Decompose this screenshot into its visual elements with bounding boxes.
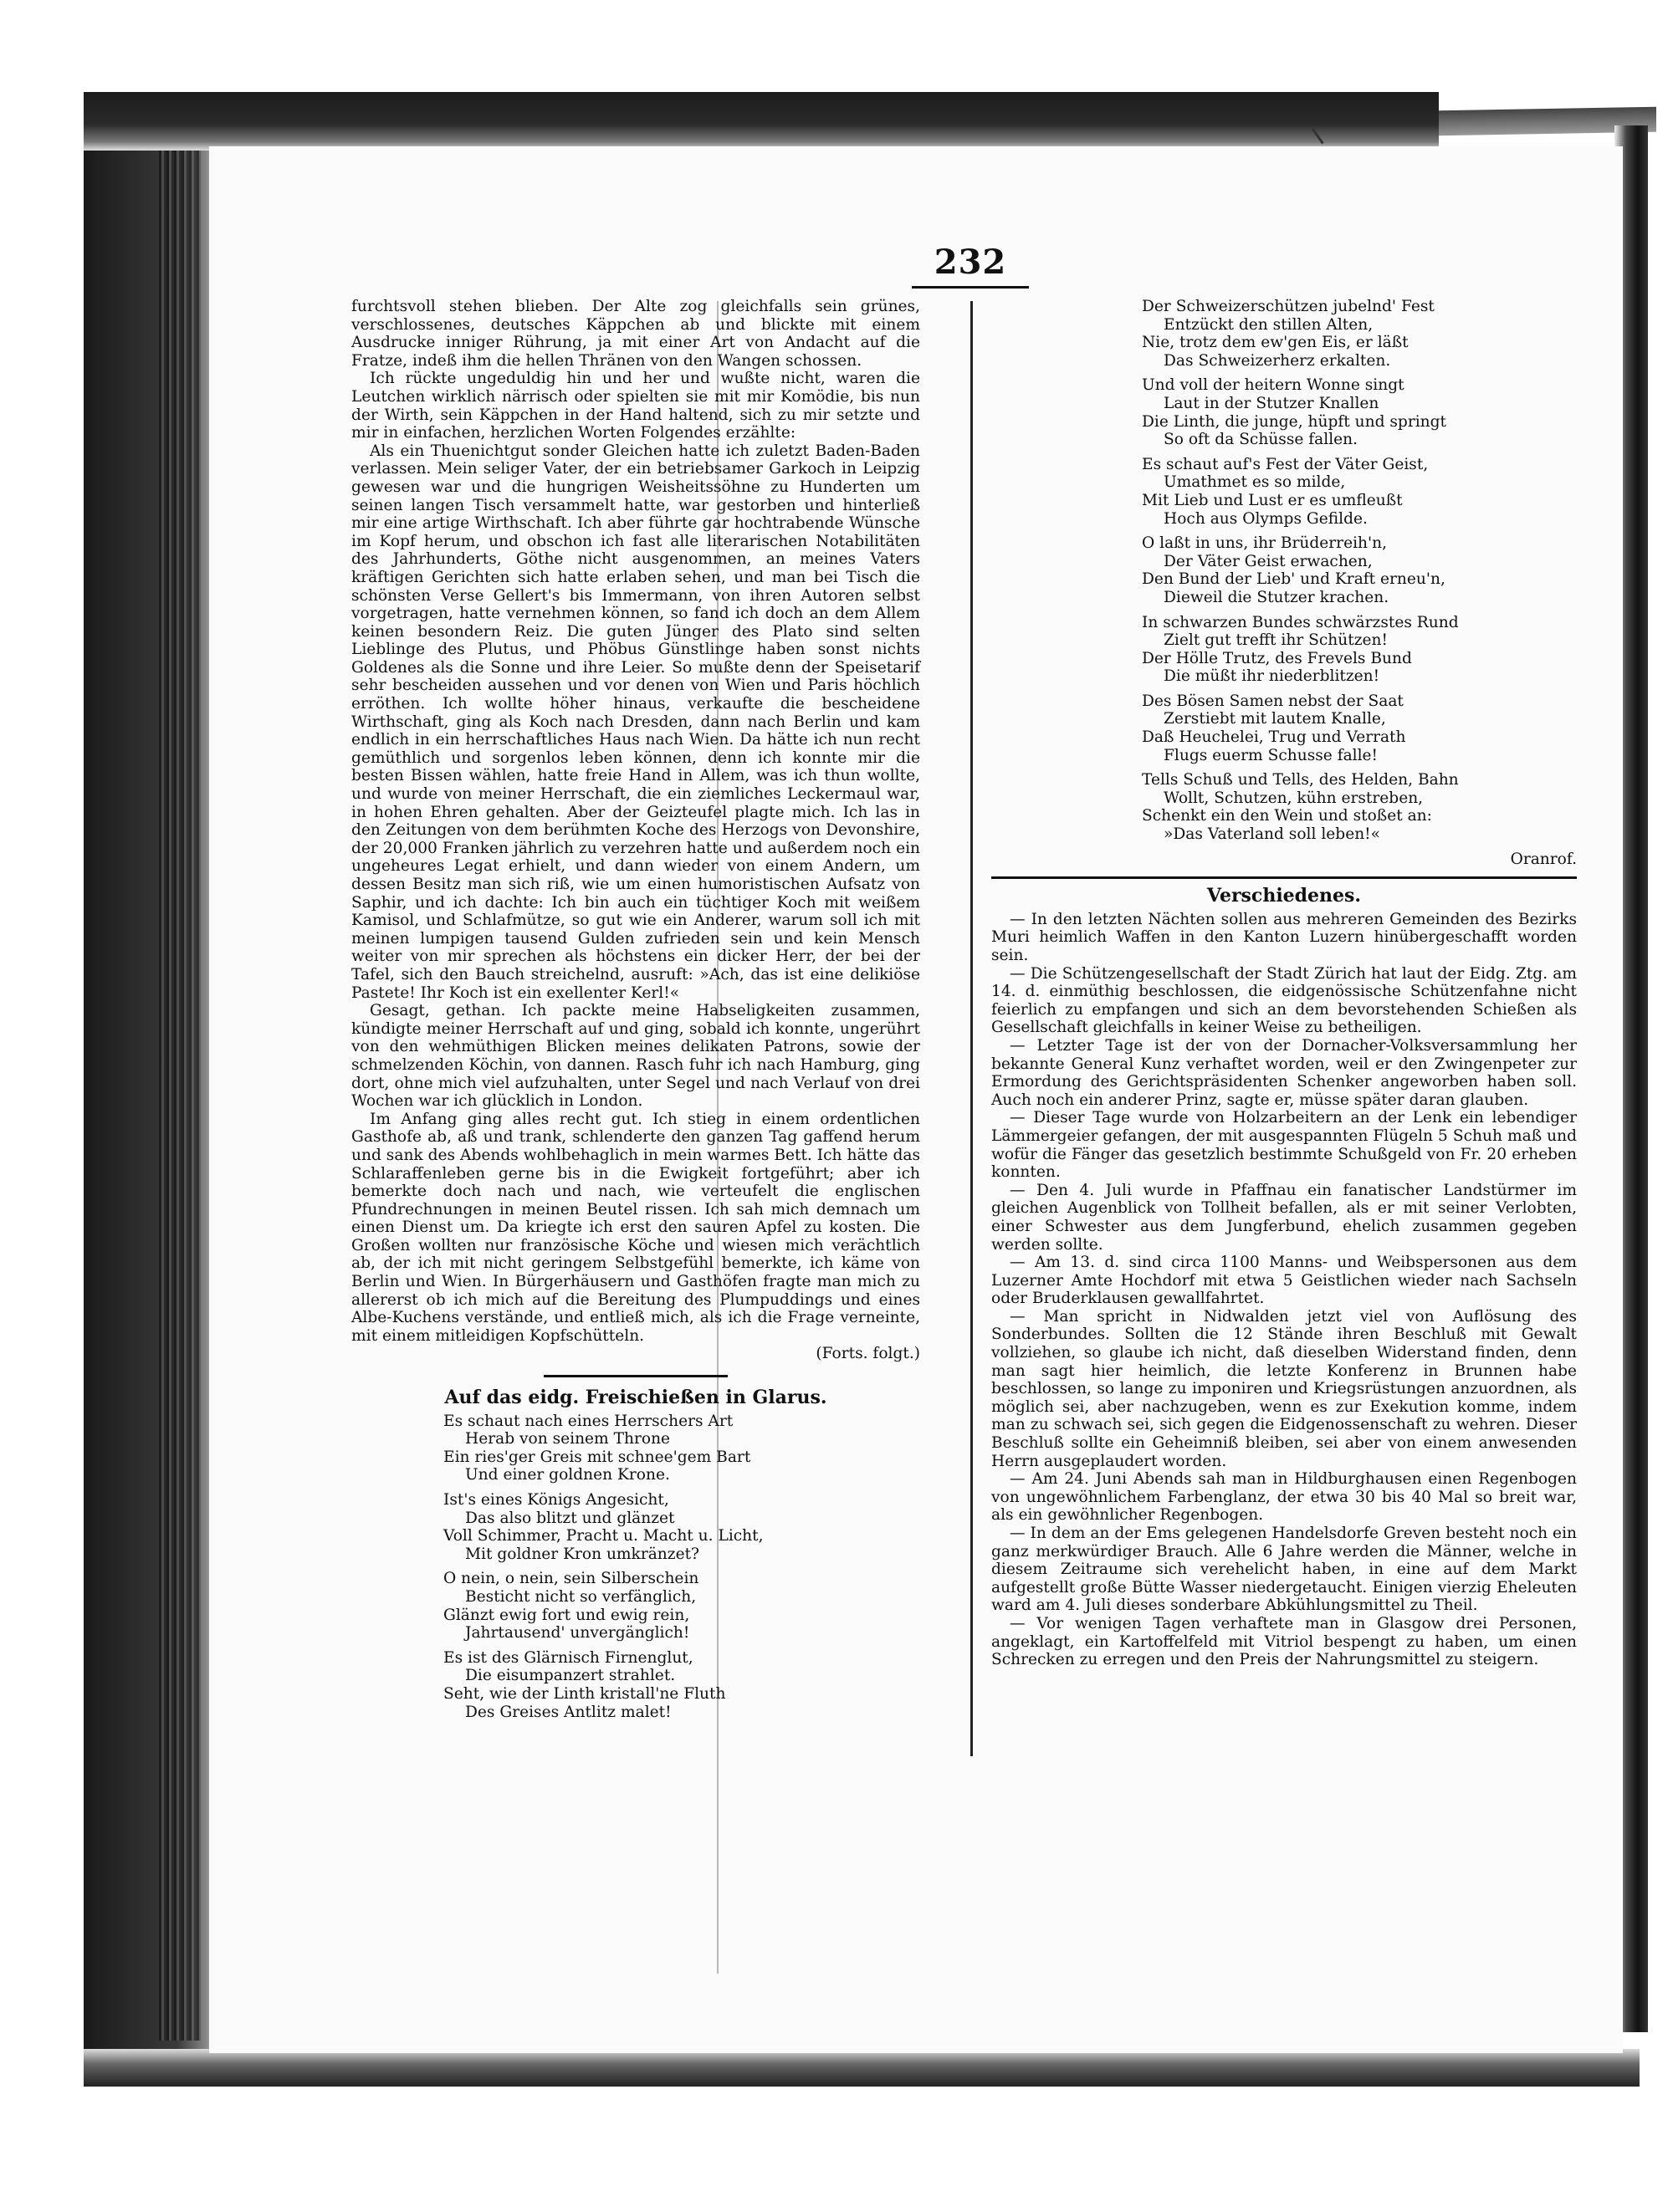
left-column <box>351 298 920 1728</box>
poem-stanza <box>443 1649 920 1721</box>
poem-line: Seht, wie der Linth kristall'ne Fluth <box>443 1684 726 1703</box>
continuation-note: (Forts. folgt.) <box>816 1345 920 1363</box>
poem-line: Jahrtausend' unvergänglich! <box>465 1624 690 1642</box>
poem-line: Den Bund der Lieb' und Kraft erneu'n, <box>1142 570 1445 589</box>
poem-line: O laßt in uns, ihr Brüderreih'n, <box>1142 534 1387 553</box>
poem-line: O nein, o nein, sein Silberschein <box>443 1570 699 1588</box>
page-number: 232 <box>934 243 1007 282</box>
poem-line: Ein ries'ger Greis mit schnee'gem Bart <box>443 1448 751 1466</box>
news-item: — Den 4. Juli wurde in Pfaffnau ein fanatischer Landstürmer im gleichen Augenblick von Tollheit befallen, als er mit seiner Verlobten, einer Schwester aus dem Jungferbund, ehelich zusammen gegeben werden sollte. <box>991 1181 1577 1254</box>
news-item: — Am 13. d. sind circa 1100 Manns- und Weibspersonen aus dem Luzerner Amte Hochdorf mit etwa 5 Geistlichen wieder nach Sachseln oder Bruderklausen gewallfahrtet. <box>991 1254 1577 1308</box>
poem-stanza <box>1142 298 1577 370</box>
poem-stanza <box>443 1570 920 1642</box>
section-rule <box>544 1375 728 1377</box>
column-divider <box>970 301 973 1756</box>
poem-line: Mit Lieb und Lust er es umfleußt <box>1142 491 1403 509</box>
poem-stanza <box>1142 534 1577 606</box>
story-paragraph: Im Anfang ging alles recht gut. Ich stieg in einem ordentlichen Gasthofe ab, aß und trank, schlenderte den ganzen Tag gaffend herum und sank des Abends wohlbehaglich in mein warmes Bett. Ich hätte das Schlaraffenleben gerne bis in die Ewigkeit fortgeführt; aber ich bemerkte doch nach und nach, wie verteufelt die englischen Pfundrechnungen in meinen Beutel rissen. Ich sah mich demnach um einen Dienst um. Da kriegte ich erst den sauren Apfel zu kosten. Die Großen wollten nur französische Köche und wiesen mich verächtlich ab, der ich mit nicht geringem Selbstgefühl bemerkte, ich käme von Berlin und Wien. In Bürgerhäusern und Gasthöfen fragte man mich zu allererst ob ich mich auf die Bereitung des Plumpuddings und eines Albe-Kuchens verstände, und entließ mich, als ich die Frage verneinte, mit einem mitleidigen Kopfschütteln. <box>351 1110 920 1345</box>
news-item: — Die Schützengesellschaft der Stadt Zürich hat laut der Eidg. Ztg. am 14. d. einmüthig beschlossen, die eidgenössische Schützenfahne nicht feierlich zu empfangen und sich an dem bevorstehenden Schießen als Gesellschaft gleichfalls in keiner Weise zu betheiligen. <box>991 964 1577 1037</box>
news-item: — Am 24. Juni Abends sah man in Hildburghausen einen Regenbogen von ungewöhnlichem Farbenglanz, der etwa 30 bis 40 Mal so breit war, als ein gewöhnlicher Regenbogen. <box>991 1470 1577 1525</box>
poem-line: Entzückt den stillen Alten, <box>1164 315 1374 334</box>
page-number-rule <box>912 286 1029 289</box>
news-item: — In dem an der Ems gelegenen Handelsdorfe Greven besteht noch ein ganz merkwürdiger Brauch. Alle 6 Jahre werden die Männer, welche in diesem Zeitraume sich verehelicht haben, in eine auf dem Markt aufgestellt große Bütte Wasser niedergetaucht. Einigen vierzig Eheleuten ward am 4. Juli dieses sonderbare Abkühlungsmittel zu Theil. <box>991 1525 1577 1615</box>
news-item: — Letzter Tage ist der von der Dornacher-Volksversammlung her bekannte General Kunz verhaftet worden, weil er den Zwingenpeter zur Ermordung des Gerichtspräsidenten Schenker angeworben haben soll. Auch noch ein anderer Prinz, sagte er, müsse später daran glauben. <box>991 1036 1577 1109</box>
right-column <box>991 298 1577 1669</box>
poem-title: Auf das eidg. Freischießen in Glarus. <box>444 1387 827 1409</box>
poem-line: Laut in der Stutzer Knallen <box>1164 394 1379 412</box>
poem-line: Und voll der heitern Wonne singt <box>1142 376 1404 395</box>
section-title: Verschiedenes. <box>1206 885 1362 907</box>
poem-line: Wollt, Schutzen, kühn erstreben, <box>1164 789 1424 807</box>
book-top-shadow <box>84 92 1439 151</box>
poem-stanza <box>1142 376 1577 448</box>
poem-stanza <box>443 1413 920 1484</box>
story-paragraph: Als ein Thuenichtgut sonder Gleichen hatte ich zuletzt Baden-Baden verlassen. Mein seliger Vater, der ein betriebsamer Garkoch in Leipzig gewesen war und die hungrigen Weisheitssöhne zu Hunderten um seinen langen Tisch versammelt hatte, war gestorben und hinterließ mir eine artige Wirthschaft. Ich aber führte gar hochtrabende Wünsche im Kopf herum, und obschon ich fast alle literarischen Notabilitäten des Jahrhunderts, Göthe nicht ausgenommen, an meines Vaters kräftigen Gerichten sich hatte erlaben sehen, und man bei Tisch die schönsten Verse Gellert's bis Immermann, von ihren Autoren selbst vorgetragen, hatte vernehmen können, so fand ich doch an dem Allem keinen besondern Reiz. Die guten Jünger des Plato sind selten Lieblinge des Plutus, und Phöbus Günstlinge haben sonst nichts Goldenes als die Sonne und ihre Leier. So mußte denn der Speisetarif sehr bescheiden aussehen und vor denen von Wien und Paris höchlich erröthen. Ich wollte höher hinaus, verkaufte die bescheidene Wirthschaft, ging als Koch nach Dresden, dann nach Berlin und kam endlich in ein herrschaftliches Haus nach Wien. Da hätte ich nun recht gemüthlich und sorgenlos leben können, denn ich konnte mir die besten Bissen wählen, hatte freie Hand in Allem, was ich thun wollte, und wurde von meiner Herrschaft, die ein ziemliches Leckermaul war, in hohen Ehren gehalten. Aber der Geizteufel plagte mich. Ich las in den Zeitungen von dem berühmten Koche des Herzogs von Devonshire, der 20,000 Franken jährlich zu verzehren hatte und außerdem noch ein ungeheures Legat erhielt, und dann wieder von einem Andern, um dessen Besitz man sich riß, wie um einen humoristischen Aufsatz von Saphir, und ich dachte: Ich bin auch ein tüchtiger Koch mit weißem Kamisol, und Schlafmütze, so gut wie ein Anderer, warum soll ich mit meinen lumpigen tausend Gulden zufrieden sein und kein Mensch weiter von mir sprechen als höchstens ein dicker Herr, der bei der Tafel, sich den Bauch streichelnd, ausruft: »Ach, das ist eine delikiöse Pastete! Ihr Koch ist ein exellenter Kerl!« <box>351 442 920 1002</box>
poem-line: Des Greises Antlitz malet! <box>465 1703 672 1721</box>
poem-line: So oft da Schüsse fallen. <box>1164 431 1358 449</box>
story-paragraph: furchtsvoll stehen blieben. Der Alte zog gleichfalls sein grünes, verschlossenes, deutsches Käppchen ab und blickte mit einem Ausdrucke inniger Rührung, ja mit einer Art von Andacht auf die Fratze, indeß ihm die hellen Thränen von den Wangen schossen. <box>351 298 920 370</box>
story-paragraph: Ich rückte ungeduldig hin und her und wußte nicht, waren die Leutchen wirklich närrisch oder spielten sie mit mir Komödie, bis nun der Wirth, sein Käppchen in der Hand haltend, sich zu mir setzte und mir in einfachen, herzlichen Worten Folgendes erzählte: <box>351 370 920 442</box>
poem-line: Herab von seinem Throne <box>465 1430 671 1448</box>
poem-line: In schwarzen Bundes schwärzstes Rund <box>1142 613 1459 631</box>
poem-author: Oranrof. <box>1510 850 1577 868</box>
poem-line: Schenkt ein den Wein und stoßet an: <box>1142 807 1432 825</box>
poem-body <box>351 1413 920 1722</box>
story-paragraph: Gesagt, gethan. Ich packte meine Habseligkeiten zusammen, kündigte meiner Herrschaft auf und ging, sobald ich konnte, ungerührt von den wehmüthigen Blicken meines delikaten Patrons, sowie der schmelzenden Köchin, von dannen. Rasch fuhr ich nach Hamburg, ging dort, ohne mich viel aufzuhalten, unter Segel und nach Verlauf von drei Wochen war ich glücklich in London. <box>351 1002 920 1111</box>
poem-line: Tells Schuß und Tells, des Helden, Bahn <box>1142 771 1459 789</box>
book-bottom-edge <box>84 2049 1640 2087</box>
poem-line: Nie, trotz dem ew'gen Eis, er läßt <box>1142 334 1409 352</box>
book-page-edges <box>159 151 201 2041</box>
poem-line: Zerstiebt mit lautem Knalle, <box>1164 710 1386 728</box>
poem-line: Flugs euerm Schusse falle! <box>1164 746 1379 764</box>
poem-line: Umathmet es so milde, <box>1164 473 1346 492</box>
poem-line: Ist's eines Königs Angesicht, <box>443 1491 669 1509</box>
news-item: — Man spricht in Nidwalden jetzt viel von Auflösung des Sonderbundes. Sollten die 12 Stände ihren Beschluß mit Gewalt vollziehen, so glaube ich nicht, daß dieselben Widerstand finden, denn man sagt hier heimlich, die letzte Konferenz in Brunnen habe beschlossen, so lange zu imponiren und Kriegsrüstungen anzuordnen, als möglich sei, aber nachzugeben, wenn es zur Exekution komme, indem man zu schwach sei, sich gegen die Eidgenossenschaft zu wehren. Dieser Beschluß sollte ein Geheimniß bleiben, sei aber von einem anwesenden Herrn ausgeplaudert worden. <box>991 1307 1577 1470</box>
poem-line: Zielt gut trefft ihr Schützen! <box>1164 631 1388 650</box>
poem-line: Es ist des Glärnisch Firnenglut, <box>443 1648 693 1667</box>
poem-line: Es schaut auf's Fest der Väter Geist, <box>1142 455 1429 473</box>
poem-line: Besticht nicht so verfänglich, <box>465 1587 697 1606</box>
poem-stanza <box>1142 456 1577 528</box>
poem-line: »Das Vaterland soll leben!« <box>1164 825 1381 844</box>
news-item: — Vor wenigen Tagen verhaftete man in Glasgow drei Personen, angeklagt, ein Kartoffelfeld mit Vitriol bespengt zu haben, um einen Schrecken zu erregen und den Preis der Nahrungsmittel zu steigern. <box>991 1614 1577 1669</box>
poem-line: Daß Heuchelei, Trug und Verrath <box>1142 728 1406 747</box>
poem-line: Die eisumpanzert strahlet. <box>465 1667 676 1685</box>
news-item: — In den letzten Nächten sollen aus mehreren Gemeinden des Bezirks Muri heimlich Waffen in den Kanton Luzern hinübergeschafft worden sein. <box>991 910 1577 964</box>
poem-line: Mit goldner Kron umkränzet? <box>465 1545 700 1563</box>
poem-line: Hoch aus Olymps Gefilde. <box>1164 509 1368 528</box>
news-item: — Dieser Tage wurde von Holzarbeitern an der Lenk ein lebendiger Lämmergeier gefangen, der mit ausgespannten Flügeln 5 Schuh maß und wofür die Fänger das gesetzlich bestimmte Schußgeld von Fr. 20 erheben konnten. <box>991 1109 1577 1182</box>
poem-line: Das also blitzt und glänzet <box>465 1509 675 1527</box>
poem-stanza <box>1142 614 1577 686</box>
poem-line: Und einer goldnen Krone. <box>465 1466 670 1484</box>
poem-line: Des Bösen Samen nebst der Saat <box>1142 692 1404 710</box>
poem-line: Der Hölle Trutz, des Frevels Bund <box>1142 649 1412 667</box>
poem-line: Es schaut nach eines Herrschers Art <box>443 1412 734 1430</box>
poem-line: Das Schweizerherz erkalten. <box>1164 351 1391 370</box>
poem-line: Voll Schimmer, Pracht u. Macht u. Licht, <box>443 1527 764 1545</box>
poem-line: Der Väter Geist erwachen, <box>1164 552 1373 570</box>
poem-stanza <box>1142 771 1577 843</box>
poem-line: Der Schweizerschützen jubelnd' Fest <box>1142 298 1435 315</box>
poem-line: Die Linth, die junge, hüpft und springt <box>1142 412 1447 431</box>
section-rule <box>991 876 1577 879</box>
poem-stanza <box>1142 692 1577 764</box>
poem-line: Die müßt ihr niederblitzen! <box>1164 667 1380 686</box>
poem-stanza <box>443 1491 920 1563</box>
poem-continuation <box>991 298 1577 844</box>
poem-line: Glänzt ewig fort und ewig rein, <box>443 1606 690 1624</box>
poem-line: Dieweil die Stutzer krachen. <box>1164 588 1389 606</box>
